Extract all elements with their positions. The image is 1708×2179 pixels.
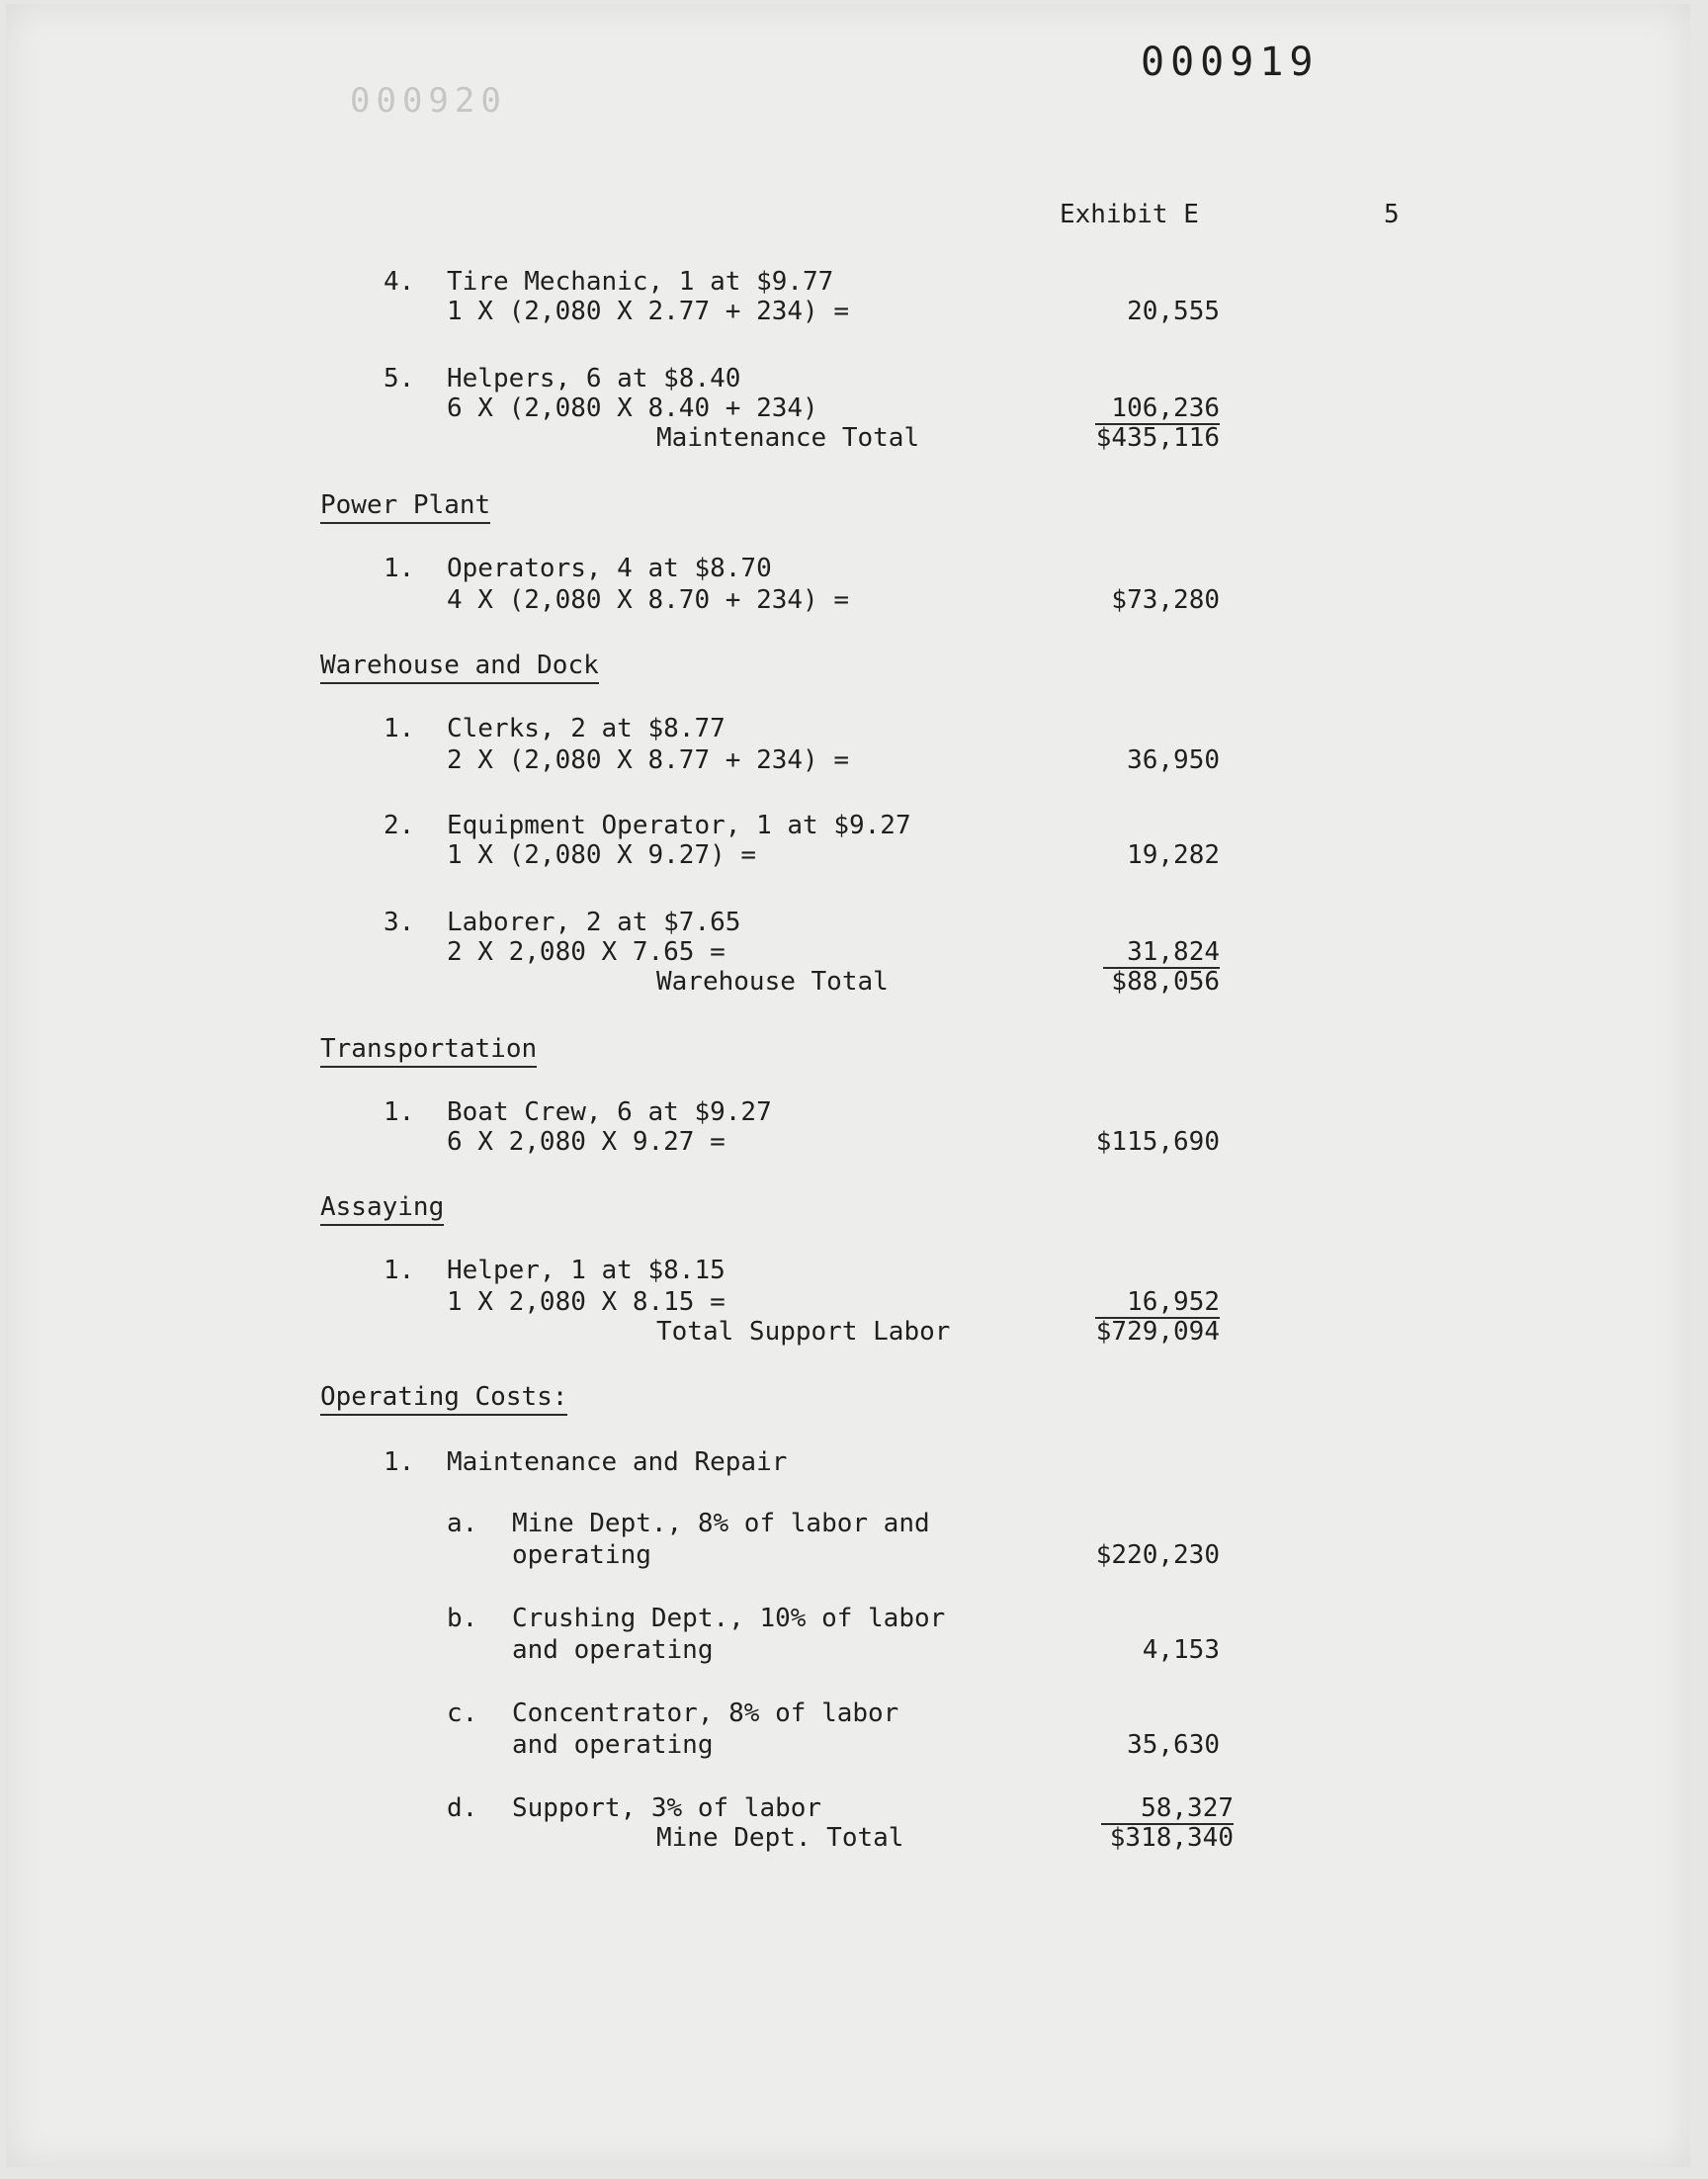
section-total-label: Total Support Labor — [656, 1317, 951, 1347]
document-page — [6, 4, 1690, 2167]
item-amount: 19,282 — [1127, 840, 1220, 870]
section-total-amount: $318,340 — [1109, 1823, 1234, 1853]
item-calculation: 1 X (2,080 X 9.27) = — [447, 840, 757, 870]
item-amount: 106,236 — [1111, 393, 1220, 423]
subitem-letter: a. — [447, 1509, 478, 1538]
subitem-description: Concentrator, 8% of labor — [512, 1699, 899, 1728]
section-heading-power-plant: Power Plant — [320, 490, 490, 524]
item-calculation: 6 X 2,080 X 9.27 = — [447, 1127, 726, 1157]
section-heading-operating-costs: Operating Costs: — [320, 1382, 567, 1416]
page-stamp-number: 000919 — [1141, 40, 1320, 85]
item-number: 1. — [384, 1256, 415, 1285]
item-description: Helper, 1 at $8.15 — [447, 1256, 726, 1285]
page-number: 5 — [1384, 200, 1400, 229]
item-number: 4. — [384, 267, 415, 297]
section-heading-assaying: Assaying — [320, 1192, 444, 1226]
item-number: 2. — [384, 811, 415, 840]
item-description: Laborer, 2 at $7.65 — [447, 908, 741, 937]
exhibit-label: Exhibit E — [1060, 200, 1199, 229]
subitem-amount: 4,153 — [1142, 1635, 1220, 1665]
item-amount: $73,280 — [1111, 585, 1220, 615]
section-total-label: Mine Dept. Total — [656, 1823, 904, 1853]
subitem-amount: 35,630 — [1127, 1730, 1220, 1760]
item-calculation: 1 X (2,080 X 2.77 + 234) = — [447, 297, 849, 326]
item-description: Tire Mechanic, 1 at $9.77 — [447, 267, 834, 297]
section-total-label: Warehouse Total — [656, 967, 889, 997]
section-total-label: Maintenance Total — [656, 423, 920, 453]
item-calculation: 4 X (2,080 X 8.70 + 234) = — [447, 585, 849, 615]
subitem-letter: d. — [447, 1793, 478, 1823]
subitem-letter: c. — [447, 1699, 478, 1728]
item-calculation: 1 X 2,080 X 8.15 = — [447, 1287, 726, 1317]
section-total-amount: $88,056 — [1111, 967, 1220, 997]
subitem-description-cont: and operating — [512, 1635, 714, 1665]
ghost-stamp-number: 000920 — [350, 81, 507, 121]
item-number: 1. — [384, 714, 415, 743]
item-number: 3. — [384, 908, 415, 937]
item-description: Equipment Operator, 1 at $9.27 — [447, 811, 911, 840]
subitem-amount: 58,327 — [1141, 1793, 1234, 1823]
item-description: Maintenance and Repair — [447, 1447, 788, 1477]
item-number: 1. — [384, 1447, 415, 1477]
item-calculation: 6 X (2,080 X 8.40 + 234) — [447, 393, 818, 423]
item-number: 1. — [384, 554, 415, 583]
subitem-description-cont: operating — [512, 1540, 651, 1570]
subitem-description: Support, 3% of labor — [512, 1793, 822, 1823]
subitem-description: Mine Dept., 8% of labor and — [512, 1509, 930, 1538]
section-heading-transportation: Transportation — [320, 1034, 537, 1068]
section-total-amount: $435,116 — [1095, 423, 1220, 453]
item-description: Boat Crew, 6 at $9.27 — [447, 1097, 772, 1127]
item-amount: 31,824 — [1127, 937, 1220, 967]
item-amount: $115,690 — [1095, 1127, 1220, 1157]
section-total-amount: $729,094 — [1095, 1317, 1220, 1347]
subitem-description-cont: and operating — [512, 1730, 714, 1760]
item-calculation: 2 X 2,080 X 7.65 = — [447, 937, 726, 967]
item-description: Clerks, 2 at $8.77 — [447, 714, 726, 743]
subitem-letter: b. — [447, 1604, 478, 1633]
subitem-description: Crushing Dept., 10% of labor — [512, 1604, 946, 1633]
section-heading-warehouse: Warehouse and Dock — [320, 651, 599, 684]
item-amount: 36,950 — [1127, 745, 1220, 775]
subitem-amount: $220,230 — [1095, 1540, 1220, 1570]
item-description: Operators, 4 at $8.70 — [447, 554, 772, 583]
item-amount: 20,555 — [1127, 297, 1220, 326]
item-number: 5. — [384, 364, 415, 393]
item-calculation: 2 X (2,080 X 8.77 + 234) = — [447, 745, 849, 775]
item-description: Helpers, 6 at $8.40 — [447, 364, 741, 393]
item-number: 1. — [384, 1097, 415, 1127]
item-amount: 16,952 — [1127, 1287, 1220, 1317]
